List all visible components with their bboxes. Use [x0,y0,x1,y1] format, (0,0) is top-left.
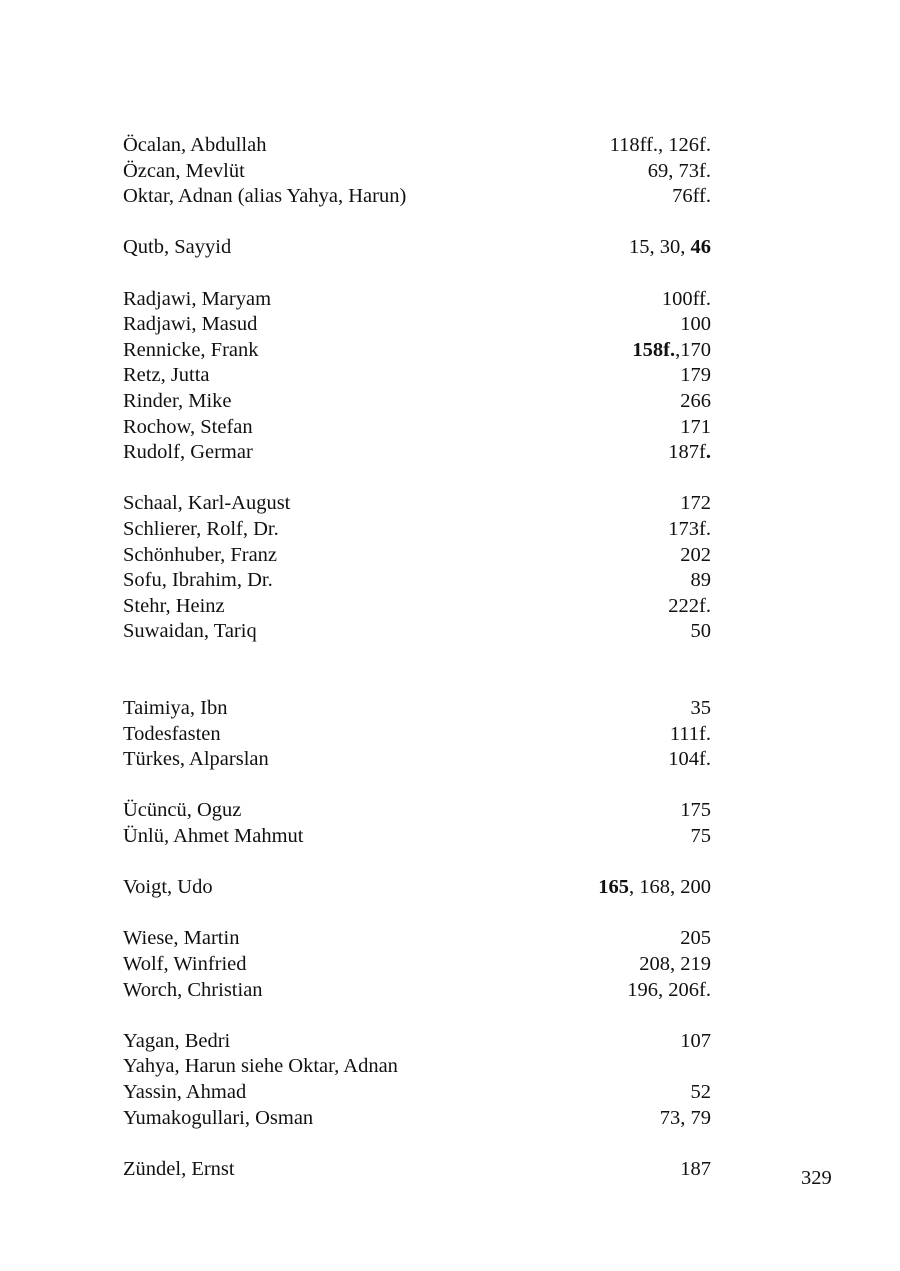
index-entry [123,312,711,338]
entry-pages [680,798,711,824]
page-ref: 187f [668,441,706,464]
entry-name: Schönhuber, Franz [123,543,278,566]
page-ref: 100ff. [661,287,711,310]
page-ref-bold: . [705,441,711,464]
page-ref: 208, 219 [639,953,711,975]
section-gap [123,210,711,236]
entry-name: Türkes, Alparslan [123,748,269,771]
page-ref: 202 [680,543,711,566]
section-gap [123,1131,711,1157]
entry-pages [670,722,711,748]
page-ref: 172 [680,492,711,515]
entry-pages [680,389,711,415]
page-ref: , 168, 200 [629,876,711,899]
page-ref-bold: 158f. [632,338,676,361]
index-entry [123,184,711,210]
page-ref: 171 [680,415,711,438]
entry-name: Radjawi, Maryam [123,287,272,310]
index-entry [123,415,711,441]
index-entry [123,952,711,978]
entry-pages [680,926,711,952]
index-entry [123,619,711,645]
entry-pages [680,363,711,389]
entry-name: Voigt, Udo [123,876,213,899]
index-entry [123,1080,711,1106]
entry-name: Rennicke, Frank [123,338,259,361]
entry-pages [668,594,711,620]
entry-name: Rinder, Mike [123,389,232,412]
entry-pages [668,440,711,466]
page-ref: 100 [680,313,711,336]
entry-pages [691,568,712,594]
entry-pages [598,875,711,901]
entry-pages [660,1106,711,1132]
index-entry [123,747,711,773]
page-ref: 89 [690,569,711,592]
entry-name: Yagan, Bedri [123,1029,231,1052]
page-ref: 104f. [668,748,711,771]
entry-pages [680,415,711,441]
page-ref-bold: 165 [598,876,629,899]
page-ref: 179 [680,364,711,387]
index-entry [123,568,711,594]
page-ref: 75 [690,825,711,848]
entry-pages [691,619,712,645]
page-ref-bold: 46 [690,236,711,259]
entry-name: Wolf, Winfried [123,953,247,975]
entry-name: Rudolf, Germar [123,441,253,464]
entry-pages [680,491,711,517]
entry-name: Sofu, Ibrahim, Dr. [123,569,273,592]
index-entry [123,798,711,824]
index-entry [123,287,711,313]
section-gap [123,645,711,696]
entry-name: Taimiya, Ibn [123,697,228,720]
section-gap [123,901,711,927]
page-ref: 222f. [668,594,711,617]
entry-name: Wiese, Martin [123,927,240,950]
entry-name: Yassin, Ahmad [123,1080,247,1103]
entry-name: Özcan, Mevlüt [123,159,245,182]
page-ref: 35 [690,697,711,720]
page-ref: 111f. [669,722,711,745]
page-ref: 50 [690,620,711,643]
entry-name: Yahya, Harun siehe Oktar, Adnan [123,1055,398,1078]
entry-name: Stehr, Heinz [123,594,225,617]
entry-pages [648,159,711,185]
index-entry [123,926,711,952]
entry-name: Ücüncü, Oguz [123,799,242,822]
entry-pages [691,1080,712,1106]
page-ref: 187 [680,1157,711,1180]
page-ref: 173f. [668,517,711,540]
page-ref: 196, 206f. [627,978,711,1001]
page-ref: 118ff., 126f. [609,134,711,156]
entry-name: Schlierer, Rolf, Dr. [123,517,279,540]
page-ref: ,170 [675,338,711,361]
entry-pages [662,287,711,313]
index-entry [123,875,711,901]
index-entry [123,594,711,620]
page-ref: 69, 73f. [647,159,711,182]
entry-name: Todesfasten [123,722,221,745]
index-list [123,133,711,1182]
index-entry [123,440,711,466]
page-ref: 266 [680,389,711,412]
index-entry [123,1029,711,1055]
entry-pages [680,1029,711,1055]
index-entry [123,338,711,364]
page-number: 329 [801,1167,832,1189]
entry-name: Qutb, Sayyid [123,236,232,259]
entry-pages [680,312,711,338]
entry-pages [668,747,711,773]
entry-name: Öcalan, Abdullah [123,134,267,156]
entry-name: Worch, Christian [123,978,263,1001]
section-gap [123,466,711,492]
entry-name: Zündel, Ernst [123,1157,235,1180]
index-entry [123,159,711,185]
index-entry [123,722,711,748]
index-entry [123,389,711,415]
entry-pages [629,235,711,261]
entry-name: Suwaidan, Tariq [123,620,257,643]
entry-pages [691,824,712,850]
section-gap [123,261,711,287]
entry-name: Retz, Jutta [123,364,210,387]
page-ref: 73, 79 [659,1106,711,1129]
section-gap [123,773,711,799]
section-gap [123,1003,711,1029]
index-entry [123,824,711,850]
index-entry [123,517,711,543]
index-entry [123,133,711,159]
entry-pages [672,184,711,210]
index-entry [123,543,711,569]
entry-pages [680,543,711,569]
index-entry [123,363,711,389]
index-entry [123,235,711,261]
page-ref: 175 [680,799,711,822]
section-gap [123,850,711,876]
entry-pages [680,1157,711,1183]
page-ref: 76ff. [672,185,711,208]
entry-name: Rochow, Stefan [123,415,253,438]
index-entry [123,696,711,722]
page-ref: 107 [680,1029,711,1052]
index-entry [123,1106,711,1132]
entry-name: Oktar, Adnan (alias Yahya, Harun) [123,185,407,208]
entry-pages [691,696,712,722]
entry-pages [668,517,711,543]
page-ref: 205 [680,927,711,950]
entry-pages [639,952,711,978]
index-entry [123,1054,711,1080]
page-ref: 52 [690,1080,711,1103]
entry-pages [610,133,711,159]
entry-name: Yumakogullari, Osman [123,1106,314,1129]
entry-name: Radjawi, Masud [123,313,258,336]
index-entry [123,1157,711,1183]
entry-pages [632,338,711,364]
entry-name: Schaal, Karl-August [123,492,291,515]
entry-name: Ünlü, Ahmet Mahmut [123,825,304,848]
index-entry [123,491,711,517]
page-ref: 15, 30, [629,236,691,259]
entry-pages [627,978,711,1004]
index-entry [123,978,711,1004]
